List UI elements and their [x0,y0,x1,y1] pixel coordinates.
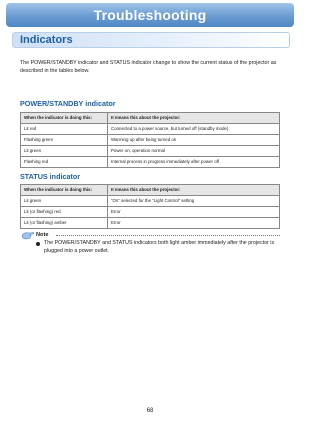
indicator-state: Lit (or flashing) amber [21,218,108,229]
indicator-meaning: Warming up after being turned on [108,135,280,146]
column-header-state: When the indicator is doing this: [21,185,108,196]
indicator-state: Flashing green [21,135,108,146]
table-row [21,218,280,229]
intro-paragraph: The POWER/STANDBY indicator and STATUS indicator change to show the current status of the projector as described in the tables below. [20,60,277,74]
status-table [20,184,280,229]
indicator-state: Lit green [21,146,108,157]
table-row [21,146,280,157]
table-row [21,135,280,146]
power-standby-heading: POWER/STANDBY indicator [20,99,116,108]
note-divider [56,235,280,236]
column-header-meaning: It means this about the projector: [108,185,280,196]
indicator-meaning: Connected to a power source, but turned off (standby mode) [108,124,280,135]
indicator-state: Lit red [21,124,108,135]
table-row [21,124,280,135]
note-text: The POWER/STANDBY and STATUS indicators both light amber immediately after the projector is plugged into a power outlet. [44,240,275,254]
note-hand-icon [21,230,35,240]
indicator-state: Lit (or flashing) red [21,207,108,218]
column-header-state: When the indicator is doing this: [21,113,108,124]
note-label: Note [36,232,49,238]
table-header-row [21,185,280,196]
banner-title: Troubleshooting [93,7,207,23]
table-header-row [21,113,280,124]
power-standby-table [20,112,280,168]
indicator-meaning: Internal process in progress immediately after power off [108,157,280,168]
note-item [36,240,284,255]
page-banner [6,3,294,27]
indicator-meaning: “On” selected for the “Light Control” setting [108,196,280,207]
indicator-meaning: Error [108,218,280,229]
indicator-meaning: Power on, operation normal [108,146,280,157]
section-header [12,32,290,48]
status-heading: STATUS indicator [20,172,81,181]
table-row [21,157,280,168]
indicator-state: Flashing red [21,157,108,168]
table-row [21,207,280,218]
indicator-state: Lit green [21,196,108,207]
bullet-icon [36,242,40,246]
section-title: Indicators [20,34,73,46]
column-header-meaning: It means this about the projector: [108,113,280,124]
table-row [21,196,280,207]
page-number: 68 [146,408,154,414]
indicator-meaning: Error [108,207,280,218]
